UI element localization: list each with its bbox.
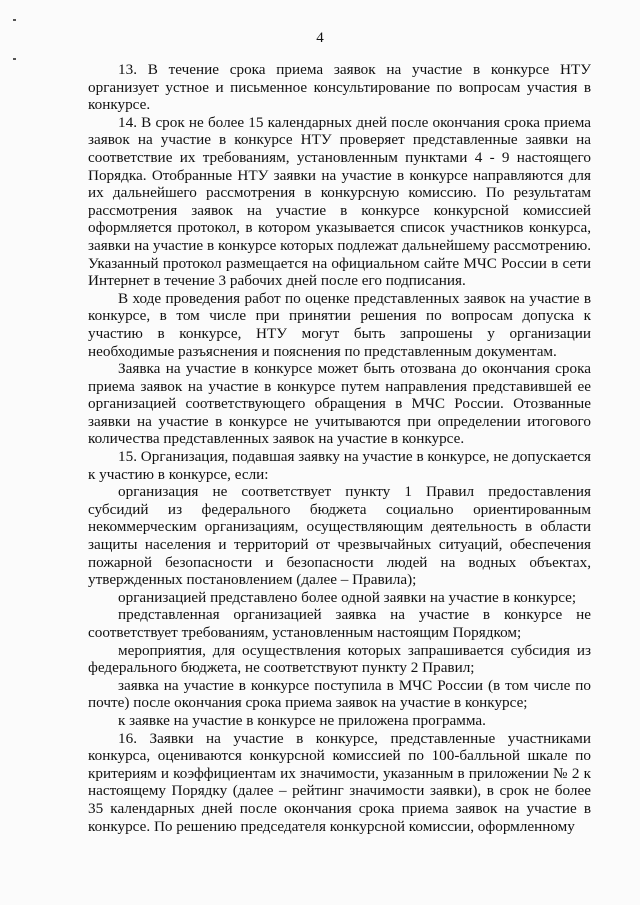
scan-mark [13,58,16,60]
paragraph-14: 14. В срок не более 15 календарных дней после окончания срока приема заявок на участие в конкурсе НТУ проверяет представленные заявки на соответствие их требованиям, установленным пунктами 4 - 9 настоящего Порядка. Отобранные НТУ заявки на участие в конкурсе направляются для их дальнейшего рассмотрения в конкурсную комиссию. По результатам рассмотрения заявок на участие в конкурсе конкурсной комиссией оформляется протокол, в котором указывается список участников конкурса, заявки на участие в конкурсе которых подлежат дальнейшему рассмотрению. Указанный протокол размещается на официальном сайте МЧС России в сети Интернет в течение 3 рабочих дней после его подписания. [88,113,591,290]
list-item: мероприятия, для осуществления которых запрашивается субсидия из федерального бюджета, не соответствуют пункту 2 Правил; [88,641,591,677]
paragraph-13: 13. В течение срока приема заявок на участие в конкурсе НТУ организует устное и письменное консультирование по вопросам участия в конкурсе. [88,61,591,114]
paragraph-15: 15. Организация, подавшая заявку на участие в конкурсе, не допускается к участию в конкурсе, если: [88,448,591,483]
paragraph-clarifications: В ходе проведения работ по оценке представленных заявок на участие в конкурсе, в том числе при принятии решения по вопросам допуска к участию в конкурсе, НТУ могут быть запрошены у организации необходимые разъяснения и пояснения по представленным документам. [88,289,591,360]
list-item: организацией представлено более одной заявки на участие в конкурсе; [118,588,577,606]
list-item: заявка на участие в конкурсе поступила в МЧС России (в том числе по почте) после окончания срока приема заявок на участие в конкурсе; [88,676,591,712]
list-item: представленная организацией заявка на участие в конкурсе не соответствует требованиям, установленным настоящим Порядком; [88,606,591,641]
paragraph-withdrawal: Заявка на участие в конкурсе может быть отозвана до окончания срока приема заявок на участие в конкурсе путем направления представившей ее организацией соответствующего обращения в МЧС России. Отозванные заявки на участие в конкурсе не учитываются при определении итогового количества представленных заявок на участие в конкурсе. [88,360,591,448]
list-item: организация не соответствует пункту 1 Правил предоставления субсидий из федерального бюджета социально ориентированным некоммерческим организациям, осуществляющим деятельность в области защиты населения и территорий от чрезвычайных ситуаций, обеспечения пожарной безопасности и безопасности людей на водных объектах, утвержденных постановлением (далее – Правила); [88,483,591,589]
list-item: к заявке на участие в конкурсе не приложена программа. [118,711,486,729]
scan-mark [13,19,16,21]
paragraph-16: 16. Заявки на участие в конкурсе, представленные участниками конкурса, оцениваются конкурсной комиссией по 100-балльной шкале по критериям и коэффициентам их значимости, указанным в приложении № 2 к настоящему Порядку (далее – рейтинг значимости заявки), в срок не более 35 календарных дней после окончания срока приема заявок на участие в конкурсе. По решению председателя конкурсной комиссии, оформленному [88,729,591,835]
page-number: 4 [316,30,324,46]
document-body [88,61,591,835]
